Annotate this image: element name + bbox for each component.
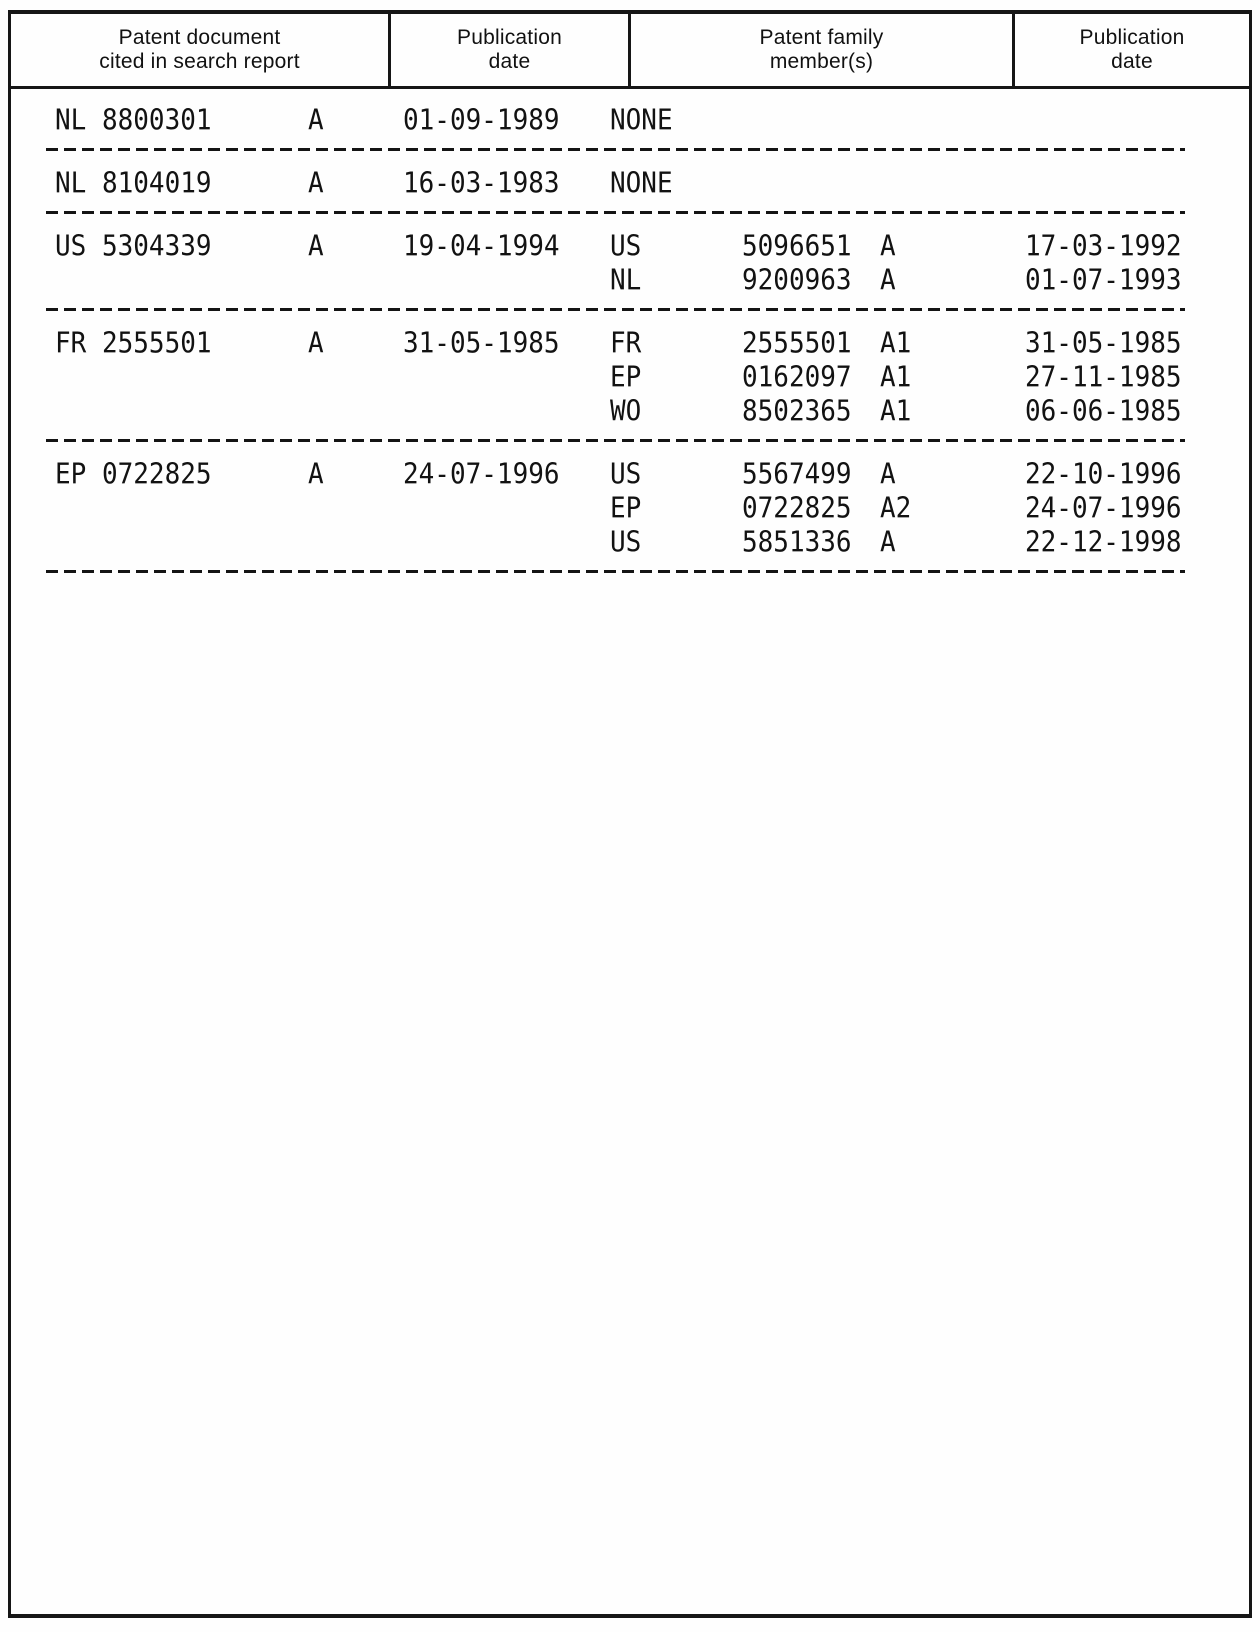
cited-kind-code: A xyxy=(308,458,324,492)
table-row xyxy=(11,458,1249,560)
cited-publication-date: 19-04-1994 xyxy=(403,230,560,264)
column-header-publication-date xyxy=(388,14,628,86)
patent-family-annex-table xyxy=(8,10,1252,1618)
family-kind-code: A xyxy=(880,458,896,492)
family-country-code: WO xyxy=(610,395,642,429)
row-separator-dashed-line xyxy=(46,439,1185,442)
cited-patent-id: NL 8800301 xyxy=(55,104,212,138)
table-row xyxy=(11,327,1249,429)
family-country-code: FR xyxy=(610,327,642,361)
column-header-line: Publication xyxy=(457,26,562,49)
table-body xyxy=(11,89,1249,573)
table-row xyxy=(11,230,1249,298)
cited-publication-date: 01-09-1989 xyxy=(403,104,560,138)
cited-patent-id: FR 2555501 xyxy=(55,327,212,361)
family-patent-number: 9200963 xyxy=(742,264,852,298)
family-kind-code: A1 xyxy=(880,361,912,395)
family-kind-code: A1 xyxy=(880,327,912,361)
family-country-code: EP xyxy=(610,492,642,526)
table-header-row xyxy=(11,14,1249,89)
cited-kind-code: A xyxy=(308,327,324,361)
family-publication-date: 22-10-1996 xyxy=(1025,458,1182,492)
column-header-line: Patent document xyxy=(118,26,281,49)
family-country-code: EP xyxy=(610,361,642,395)
row-separator-dashed-line xyxy=(46,570,1185,573)
column-header-line: cited in search report xyxy=(99,50,300,73)
table-row-line xyxy=(11,104,1249,138)
family-patent-number: 8502365 xyxy=(742,395,852,429)
table-row xyxy=(11,104,1249,138)
cited-publication-date: 31-05-1985 xyxy=(403,327,560,361)
family-publication-date: 01-07-1993 xyxy=(1025,264,1182,298)
column-header-family-publication-date xyxy=(1012,14,1249,86)
family-country-code: US xyxy=(610,526,642,560)
family-patent-number: 0162097 xyxy=(742,361,852,395)
family-publication-date: 06-06-1985 xyxy=(1025,395,1182,429)
family-patent-number: 0722825 xyxy=(742,492,852,526)
family-patent-number: 5851336 xyxy=(742,526,852,560)
table-row-line xyxy=(11,458,1249,492)
row-separator-dashed-line xyxy=(46,308,1185,311)
table-row-line xyxy=(11,327,1249,361)
column-header-line: date xyxy=(488,50,531,73)
family-kind-code: A xyxy=(880,230,896,264)
family-patent-number: 5567499 xyxy=(742,458,852,492)
column-header-line: Patent family xyxy=(759,26,884,49)
family-publication-date: 31-05-1985 xyxy=(1025,327,1182,361)
family-none-label: NONE xyxy=(610,104,673,138)
column-header-line: date xyxy=(1111,50,1153,73)
cited-kind-code: A xyxy=(308,104,324,138)
family-country-code: US xyxy=(610,230,642,264)
cited-kind-code: A xyxy=(308,230,324,264)
table-row xyxy=(11,167,1249,201)
family-publication-date: 17-03-1992 xyxy=(1025,230,1182,264)
column-header-cited-patent xyxy=(11,14,388,86)
family-none-label: NONE xyxy=(610,167,673,201)
row-separator-dashed-line xyxy=(46,148,1185,151)
cited-patent-id: US 5304339 xyxy=(55,230,212,264)
family-patent-number: 5096651 xyxy=(742,230,852,264)
family-kind-code: A xyxy=(880,526,896,560)
table-row-line xyxy=(11,264,1249,298)
table-row-line xyxy=(11,492,1249,526)
row-separator-dashed-line xyxy=(46,211,1185,214)
family-country-code: US xyxy=(610,458,642,492)
family-country-code: NL xyxy=(610,264,642,298)
cited-publication-date: 24-07-1996 xyxy=(403,458,560,492)
column-header-patent-family xyxy=(628,14,1012,86)
family-kind-code: A2 xyxy=(880,492,912,526)
table-row-line xyxy=(11,526,1249,560)
cited-kind-code: A xyxy=(308,167,324,201)
family-patent-number: 2555501 xyxy=(742,327,852,361)
cited-patent-id: EP 0722825 xyxy=(55,458,212,492)
cited-publication-date: 16-03-1983 xyxy=(403,167,560,201)
cited-patent-id: NL 8104019 xyxy=(55,167,212,201)
column-header-line: member(s) xyxy=(769,50,874,73)
column-header-line: Publication xyxy=(1079,26,1185,49)
family-publication-date: 24-07-1996 xyxy=(1025,492,1182,526)
table-row-line xyxy=(11,230,1249,264)
table-row-line xyxy=(11,361,1249,395)
table-row-line xyxy=(11,395,1249,429)
table-row-line xyxy=(11,167,1249,201)
family-kind-code: A xyxy=(880,264,896,298)
family-publication-date: 22-12-1998 xyxy=(1025,526,1182,560)
family-kind-code: A1 xyxy=(880,395,912,429)
family-publication-date: 27-11-1985 xyxy=(1025,361,1182,395)
